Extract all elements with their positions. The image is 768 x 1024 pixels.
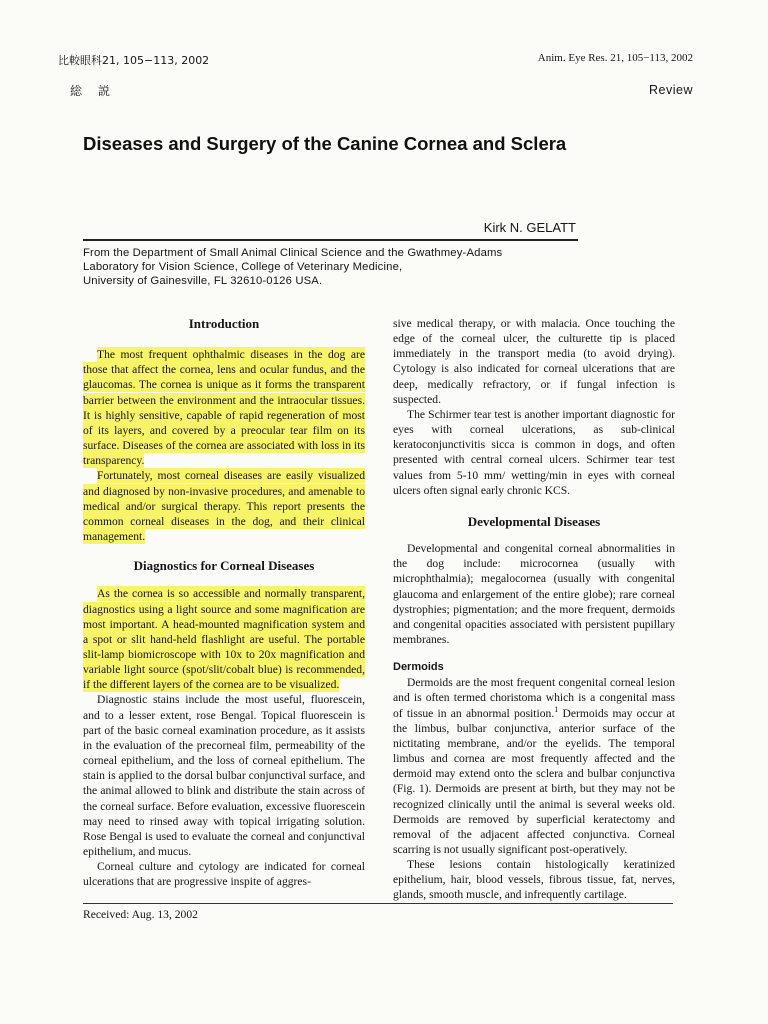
intro-paragraph bbox=[83, 347, 365, 468]
developmental-heading: Developmental Diseases bbox=[467, 513, 601, 529]
diagnostics-paragraph: Diagnostic stains include the most useful, fluorescein, and to a lesser extent, rose Bengal. Topical fluorescein is part of the basic corneal examination procedure, as it assists in the evaluation of the precorneal film, permeability of the corneal epithelium, and the loss of corneal epithelium. The stain is applied to the dorsal bulbar conjunctival surface, and the animal allowed to blink and distribute the stain across of the corneal surface. Before evaluation, excessive fluorescein may need to rinsed away with topical irrigating solution. Rose Bengal is used to evaluate the corneal and conjunctival epithelium, and mucus. bbox=[83, 693, 365, 858]
reference-marker: 1 bbox=[554, 704, 559, 714]
dermoids-text: Dermoids may occur at the limbus, bulbar conjunctiva, anterior surface of the nictitating membrane, and/or the eyelids. The temporal limbus and cornea are most frequently affected and the dermoid may extend onto the sclera and bulbar conjunctiva (Fig. 1). Dermoids are present at birth, but they may not be recognized clinically until the animal is several weeks old. Dermoids are removed by superficial keratectomy and removal of the adjacent affected conjunctiva. Corneal scarring is not usually significant post-operatively. bbox=[393, 706, 675, 856]
author-name: Kirk N. GELATT bbox=[483, 220, 576, 235]
diagnostics-paragraph bbox=[83, 586, 365, 692]
section-label: Review bbox=[649, 83, 693, 97]
affiliation-line: University of Gainesville, FL 32610-0126 USA. bbox=[83, 275, 323, 287]
developmental-paragraph: Developmental and congenital corneal abnormalities in the dog include: microcornea (usually with microphthalmia); megalocornea (usually with congenital glaucoma and enlargement of the entire globe); rare corneal dystrophies; pigmentation; and the more frequent, dermoids and congenital opacities associated with persistent pupillary membranes. bbox=[393, 542, 675, 646]
footer-divider bbox=[83, 903, 673, 904]
diagnostics-paragraph: Corneal culture and cytology are indicated for corneal ulcerations that are progressive inspite of aggres- bbox=[83, 860, 365, 889]
dermoids-paragraph bbox=[393, 675, 675, 857]
journal-header-jp: 比較眼科21, 105−113, 2002 bbox=[58, 54, 210, 67]
schirmer-paragraph: The Schirmer tear test is another important diagnostic for eyes with corneal ulcerations, as sub-clinical keratoconjunctivitis sicca is common in dogs, and often presented with central corneal ulcers. Schirmer tear test values from 5-10 mm/ wetting/min in eyes with corneal ulcers often signal early chronic KCS. bbox=[393, 407, 675, 497]
article-title: Diseases and Surgery of the Canine Cornea and Sclera bbox=[83, 133, 567, 154]
dermoids-paragraph: These lesions contain histologically keratinized epithelium, hair, blood vessels, fibrous tissue, fat, nerves, glands, smooth muscle, and infrequently cartilage. bbox=[393, 858, 675, 902]
section-label-jp: 総 説 bbox=[70, 84, 116, 98]
right-column bbox=[393, 316, 675, 903]
affiliation-line: Laboratory for Vision Science, College of Veterinary Medicine, bbox=[83, 261, 403, 273]
dermoids-text: Dermoids are the most frequent congenital corneal lesion and is often termed choristoma which is a congenital mass of tissue in an abnormal position. bbox=[393, 676, 675, 720]
affiliation-line: From the Department of Small Animal Clinical Science and the Gwathmey-Adams bbox=[83, 247, 503, 259]
highlighted-text: The most frequent ophthalmic diseases in the dog are those that affect the cornea, lens and ocular fundus, and the glaucomas. The cornea is unique as it forms the transparent barrier between the environment and the intraocular tissues. It is highly sensitive, capable of rapid regeneration of most of its layers, and covered by a preocular tear film on its surface. Diseases of the cornea are associated with loss in its transparency. bbox=[83, 348, 365, 468]
received-date: Received: Aug. 13, 2002 bbox=[83, 908, 198, 921]
dermoids-subheading: Dermoids bbox=[393, 661, 444, 674]
journal-header-en: Anim. Eye Res. 21, 105−113, 2002 bbox=[537, 52, 693, 64]
author-divider bbox=[83, 239, 578, 241]
intro-heading: Introduction bbox=[188, 316, 260, 331]
cytology-paragraph: sive medical therapy, or with malacia. Once touching the edge of the corneal ulcer, the culturette tip is placed immediately in the transport media (to avoid drying). Cytology is also indicated for corneal ulcerations that are deep, medically refractory, or if fungal infection is suspected. bbox=[393, 317, 675, 406]
highlighted-text: Fortunately, most corneal diseases are easily visualized and diagnosed by non-invasive procedures, and amenable to medical and/or surgical therapy. This report presents the common corneal diseases in the dog, and their clinical management. bbox=[83, 469, 365, 544]
highlighted-text: As the cornea is so accessible and normally transparent, diagnostics using a light source and some magnification are most important. A head-mounted magnification system and a spot or slit hand-held flashlight are useful. The portable slit-lamp biomicroscope with 10x to 20x magnification and variable light source (spot/slit/cobalt blue) is recommended, if the different layers of the cornea are to be visualized. bbox=[83, 587, 365, 692]
diagnostics-heading: Diagnostics for Corneal Diseases bbox=[133, 558, 315, 574]
affiliation bbox=[83, 246, 583, 288]
left-column bbox=[83, 316, 365, 889]
intro-paragraph bbox=[83, 468, 365, 544]
